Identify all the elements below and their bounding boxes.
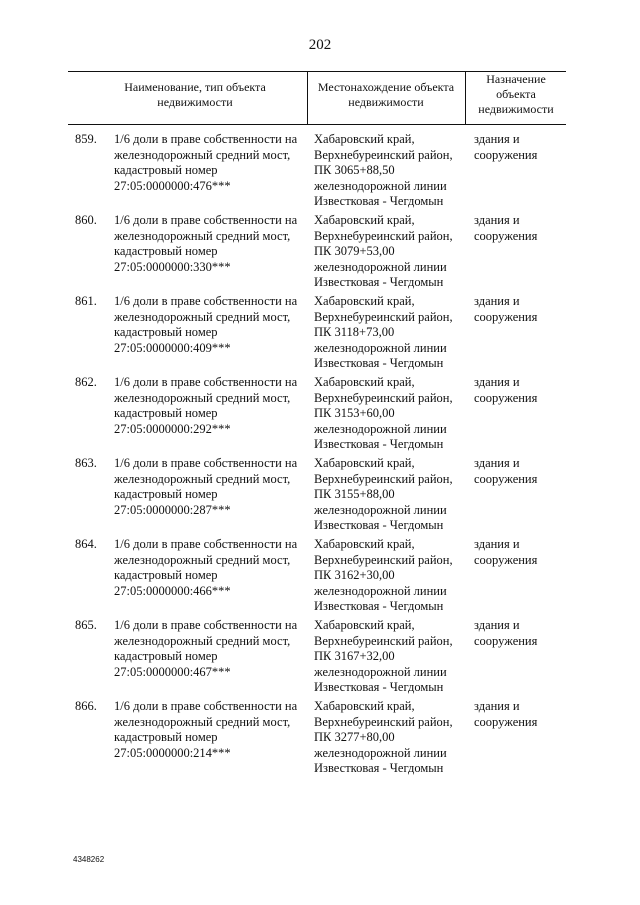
object-location: [314, 375, 464, 453]
object-purpose: [474, 213, 566, 244]
object-name-line: кадастровый номер: [114, 649, 218, 663]
object-name-line: 1/6 доли в праве собственности на: [114, 699, 298, 713]
row-number: 863.: [75, 456, 97, 470]
object-location-line: ПК 3153+60,00: [314, 406, 395, 420]
object-name-line: кадастровый номер: [114, 730, 218, 744]
object-name: [114, 618, 306, 680]
object-location-line: железнодорожной линии: [314, 259, 447, 274]
object-purpose-line: сооружения: [474, 714, 538, 729]
object-location-line: Известковая - Чегдомын: [314, 275, 444, 289]
header-line: недвижимости: [157, 95, 233, 109]
row-number: 859.: [75, 132, 97, 146]
object-location-line: железнодорожной линии: [314, 664, 447, 679]
row-number: 865.: [75, 618, 97, 632]
object-location: [314, 537, 464, 615]
object-name-line: железнодорожный средний мост,: [114, 228, 291, 243]
header-line: недвижимости: [348, 95, 424, 109]
object-name-line: 1/6 доли в праве собственности на: [114, 213, 298, 227]
object-name: [114, 375, 306, 437]
object-location-line: Известковая - Чегдомын: [314, 761, 444, 775]
table-row: [0, 618, 640, 699]
object-name-line: железнодорожный средний мост,: [114, 309, 291, 324]
object-location: [314, 213, 464, 291]
object-purpose-line: здания и: [474, 618, 520, 632]
table-row: [0, 537, 640, 618]
object-name-line: 1/6 доли в праве собственности на: [114, 456, 298, 470]
object-purpose-line: сооружения: [474, 147, 538, 162]
object-name: [114, 132, 306, 194]
object-name-line: железнодорожный средний мост,: [114, 633, 291, 648]
object-purpose: [474, 456, 566, 487]
table-row: [0, 132, 640, 213]
object-location-line: Известковая - Чегдомын: [314, 356, 444, 370]
object-name-line: железнодорожный средний мост,: [114, 390, 291, 405]
object-location-line: Известковая - Чегдомын: [314, 599, 444, 613]
object-name: [114, 213, 306, 275]
object-purpose-line: здания и: [474, 375, 520, 389]
object-location-line: ПК 3167+32,00: [314, 649, 395, 663]
page-number: 202: [308, 37, 332, 53]
object-purpose-line: здания и: [474, 294, 520, 308]
object-name-line: 27:05:0000000:409***: [114, 340, 231, 355]
object-location-line: Хабаровский край,: [314, 456, 415, 470]
header-line: объекта: [496, 87, 536, 101]
object-location-line: ПК 3277+80,00: [314, 730, 395, 744]
table-row: [0, 294, 640, 375]
object-location-line: железнодорожной линии: [314, 340, 447, 355]
object-name-line: 27:05:0000000:476***: [114, 178, 231, 193]
object-purpose: [474, 132, 566, 163]
object-location: [314, 294, 464, 372]
object-name-line: кадастровый номер: [114, 244, 218, 258]
object-location-line: Хабаровский край,: [314, 213, 415, 227]
object-location-line: железнодорожной линии: [314, 178, 447, 193]
object-name-line: кадастровый номер: [114, 325, 218, 339]
object-location-line: Верхнебуреинский район,: [314, 633, 453, 648]
object-location: [314, 132, 464, 210]
header-line: Местонахождение объекта: [317, 80, 455, 94]
object-name-line: 27:05:0000000:214***: [114, 745, 231, 760]
object-name-line: кадастровый номер: [114, 163, 218, 177]
object-location-line: Известковая - Чегдомын: [314, 680, 444, 694]
object-location-line: железнодорожной линии: [314, 421, 447, 436]
document-code: 4348262: [73, 855, 105, 864]
object-name-line: кадастровый номер: [114, 406, 218, 420]
object-name-line: 1/6 доли в праве собственности на: [114, 294, 298, 308]
object-location-line: ПК 3155+88,00: [314, 487, 395, 501]
object-name-line: железнодорожный средний мост,: [114, 147, 291, 162]
table-header-bottom-rule: [68, 124, 566, 125]
object-name-line: 27:05:0000000:287***: [114, 502, 231, 517]
object-location-line: Известковая - Чегдомын: [314, 437, 444, 451]
table-row: [0, 456, 640, 537]
object-location: [314, 456, 464, 534]
row-number: 862.: [75, 375, 97, 389]
object-location-line: железнодорожной линии: [314, 502, 447, 517]
object-location-line: Известковая - Чегдомын: [314, 194, 444, 208]
object-name-line: кадастровый номер: [114, 568, 218, 582]
object-name-line: железнодорожный средний мост,: [114, 552, 291, 567]
object-name-line: 1/6 доли в праве собственности на: [114, 537, 298, 551]
object-name-line: 27:05:0000000:467***: [114, 664, 231, 679]
column-header-name: [100, 80, 290, 110]
object-purpose: [474, 294, 566, 325]
object-name: [114, 294, 306, 356]
object-purpose: [474, 537, 566, 568]
object-purpose-line: сооружения: [474, 309, 538, 324]
object-location-line: Верхнебуреинский район,: [314, 471, 453, 486]
object-location: [314, 618, 464, 696]
object-location-line: Хабаровский край,: [314, 699, 415, 713]
object-name-line: 27:05:0000000:330***: [114, 259, 231, 274]
row-number: 860.: [75, 213, 97, 227]
object-location-line: Верхнебуреинский район,: [314, 228, 453, 243]
object-location-line: Хабаровский край,: [314, 375, 415, 389]
object-name: [114, 537, 306, 599]
column-divider: [465, 71, 466, 124]
object-location-line: Верхнебуреинский район,: [314, 390, 453, 405]
object-location-line: ПК 3065+88,50: [314, 163, 395, 177]
object-location-line: железнодорожной линии: [314, 745, 447, 760]
object-location-line: Верхнебуреинский район,: [314, 147, 453, 162]
column-header-location: [310, 80, 462, 110]
object-purpose: [474, 375, 566, 406]
object-name-line: 1/6 доли в праве собственности на: [114, 375, 298, 389]
table-row: [0, 213, 640, 294]
table-body: [0, 132, 640, 780]
table-row: [0, 375, 640, 456]
object-name-line: железнодорожный средний мост,: [114, 471, 291, 486]
object-purpose-line: сооружения: [474, 633, 538, 648]
row-number: 866.: [75, 699, 97, 713]
object-purpose-line: здания и: [474, 537, 520, 551]
object-location: [314, 699, 464, 777]
object-location-line: ПК 3118+73,00: [314, 325, 395, 339]
object-location-line: Верхнебуреинский район,: [314, 309, 453, 324]
object-location-line: Хабаровский край,: [314, 294, 415, 308]
object-purpose: [474, 618, 566, 649]
object-purpose-line: здания и: [474, 699, 520, 713]
object-location-line: Верхнебуреинский район,: [314, 552, 453, 567]
object-name-line: железнодорожный средний мост,: [114, 714, 291, 729]
object-name-line: 1/6 доли в праве собственности на: [114, 132, 298, 146]
object-name: [114, 456, 306, 518]
row-number: 864.: [75, 537, 97, 551]
object-location-line: ПК 3079+53,00: [314, 244, 395, 258]
object-purpose-line: здания и: [474, 132, 520, 146]
object-purpose-line: сооружения: [474, 228, 538, 243]
header-line: Назначение: [486, 72, 546, 86]
object-purpose-line: сооружения: [474, 471, 538, 486]
object-name-line: 27:05:0000000:292***: [114, 421, 231, 436]
object-location-line: Хабаровский край,: [314, 537, 415, 551]
header-line: недвижимости: [478, 102, 554, 116]
object-name: [114, 699, 306, 761]
object-location-line: Хабаровский край,: [314, 132, 415, 146]
object-location-line: железнодорожной линии: [314, 583, 447, 598]
object-location-line: Известковая - Чегдомын: [314, 518, 444, 532]
header-line: Наименование, тип объекта: [124, 80, 266, 94]
column-header-purpose: [468, 72, 564, 117]
column-divider: [307, 71, 308, 124]
object-name-line: 1/6 доли в праве собственности на: [114, 618, 298, 632]
object-purpose-line: здания и: [474, 213, 520, 227]
object-purpose-line: здания и: [474, 456, 520, 470]
object-location-line: Хабаровский край,: [314, 618, 415, 632]
object-purpose-line: сооружения: [474, 390, 538, 405]
object-location-line: Верхнебуреинский район,: [314, 714, 453, 729]
object-name-line: кадастровый номер: [114, 487, 218, 501]
object-purpose-line: сооружения: [474, 552, 538, 567]
row-number: 861.: [75, 294, 97, 308]
table-row: [0, 699, 640, 780]
object-name-line: 27:05:0000000:466***: [114, 583, 231, 598]
object-purpose: [474, 699, 566, 730]
object-location-line: ПК 3162+30,00: [314, 568, 395, 582]
